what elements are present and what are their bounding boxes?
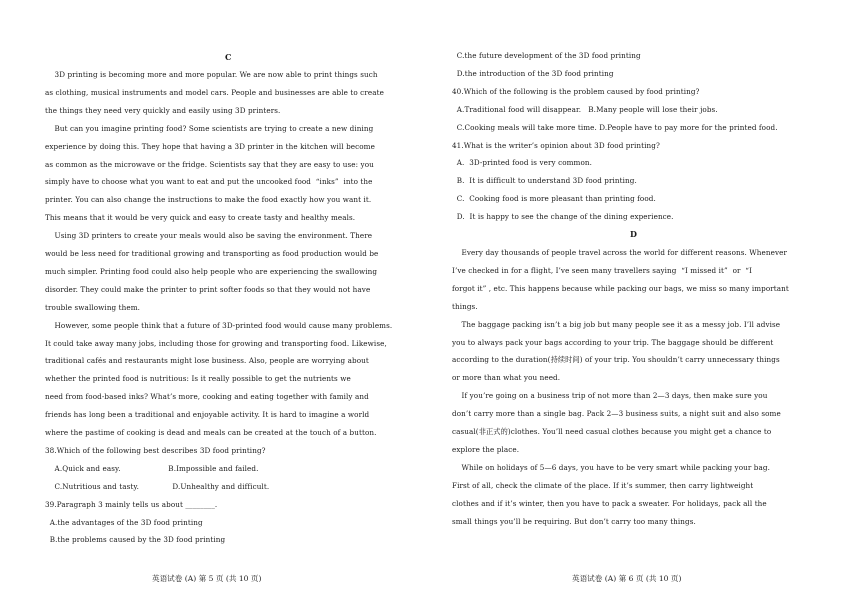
text-line: It could take away many jobs, including those for growing and transporting food. Likewise,: [45, 338, 387, 348]
text-line: C.the future development of the 3D food printing: [452, 51, 641, 60]
left-page-footer: 英语试卷 (A) 第 5 页 (共 10 页): [152, 574, 262, 583]
text-line: according to the duration(持续时间) of your trip. You shouldn’t carry unnecessary things: [452, 355, 780, 365]
text-line: However, some people think that a future of 3D-printed food would cause many problems.: [45, 320, 393, 330]
text-line: as clothing, musical instruments and model cars. People and businesses are able to create: [45, 87, 384, 97]
text-line: simply have to choose what you want to eat and put the uncooked food “inks” into the: [45, 177, 373, 187]
right-page-footer: 英语试卷 (A) 第 6 页 (共 10 页): [572, 574, 682, 583]
text-line: 39.Paragraph 3 mainly tells us about ________.: [45, 499, 218, 509]
text-line: traditional cafés and restaurants might lose business. Also, people are worrying about: [45, 356, 369, 366]
section-heading-d: D: [630, 229, 637, 239]
text-line: whether the printed food is nutritious: Is it really possible to get the nutrients we: [45, 374, 351, 384]
text-line: 41.What is the writer’s opinion about 3D food printing?: [452, 140, 660, 150]
text-line: 40.Which of the following is the problem caused by food printing?: [452, 86, 700, 96]
text-line: as common as the microwave or the fridge. Scientists say that they are easy to use: you: [45, 159, 374, 169]
text-line: would be less need for traditional growing and transporting as food production would be: [45, 249, 379, 258]
text-line: don’t carry more than a single bag. Pack 2—3 business suits, a night suit and also some: [452, 409, 781, 419]
text-line: printer. You can also change the instructions to make the food exactly how you want it.: [45, 195, 372, 205]
text-line: need from food-based inks? What’s more, cooking and eating together with family and: [45, 392, 369, 402]
text-line: you to always pack your bags according to your trip. The baggage should be different: [452, 337, 774, 347]
text-line: A.the advantages of the 3D food printing: [45, 517, 203, 527]
text-line: 38.Which of the following best describes 3D food printing?: [45, 445, 266, 455]
text-line: This means that it would be very quick and easy to create tasty and healthy meals.: [45, 213, 356, 223]
text-line: Every day thousands of people travel across the world for different reasons. Whenever: [452, 248, 788, 257]
text-line: friends has long been a traditional and enjoyable activity. It is hard to imagine a world: [45, 410, 370, 420]
text-line: While on holidays of 5—6 days, you have to be very smart while packing your bag.: [452, 462, 770, 472]
text-line: small things you’ll be requiring. But don’t carry too many things.: [452, 516, 696, 526]
text-line: the things they need very quickly and easily using 3D printers.: [45, 105, 281, 115]
text-line: Using 3D printers to create your meals would also be saving the environment. There: [45, 231, 373, 241]
text-line: forgot it” , etc. This happens because while packing our bags, we miss so many important: [452, 283, 789, 293]
text-line: C.Nutritious and tasty. D.Unhealthy and difficult.: [45, 481, 270, 491]
text-line: trouble swallowing them.: [45, 302, 141, 312]
text-line: First of all, check the climate of the place. If it’s summer, then carry lightweight: [452, 480, 754, 490]
text-line: where the pastime of cooking is dead and meals can be created at the touch of a button.: [45, 428, 377, 437]
text-line: The baggage packing isn’t a big job but many people see it as a messy job. I’ll advise: [452, 319, 781, 329]
text-line: D.the introduction of the 3D food printing: [452, 68, 614, 78]
text-line: A. 3D-printed food is very common.: [452, 158, 592, 168]
text-line: D. It is happy to see the change of the dining experience.: [452, 212, 674, 222]
text-line: casual(非正式的)clothes. You’ll need casual clothes because you might get a chance to: [452, 427, 772, 436]
text-line: clothes and if it’s winter, then you have to pack a sweater. For holidays, pack all the: [452, 498, 767, 508]
text-line: C. Cooking food is more pleasant than printing food.: [452, 194, 656, 204]
text-line: disorder. They could make the printer to print softer foods so that they would not have: [45, 284, 371, 294]
text-line: or more than what you need.: [452, 373, 561, 383]
text-line: A.Quick and easy. B.Impossible and failed.: [45, 463, 259, 473]
text-line: I’ve checked in for a flight, I’ve seen many travellers saying “I missed it” or “I: [452, 265, 753, 275]
text-line: B.the problems caused by the 3D food printing: [45, 535, 226, 545]
text-line: B. It is difficult to understand 3D food printing.: [452, 176, 637, 186]
text-line: C.Cooking meals will take more time. D.People have to pay more for the printed food.: [452, 122, 778, 132]
text-line: things.: [452, 301, 478, 311]
text-line: explore the place.: [452, 444, 520, 454]
section-heading-c: C: [225, 52, 232, 62]
text-line: 3D printing is becoming more and more popular. We are now able to print things such: [45, 70, 378, 79]
text-line: much simpler. Printing food could also help people who are experiencing the swallowing: [45, 266, 378, 276]
text-line: If you’re going on a business trip of not more than 2—3 days, then make sure you: [452, 391, 768, 401]
text-line: But can you imagine printing food? Some scientists are trying to create a new dining: [45, 123, 374, 133]
text-line: A.Traditional food will disappear. B.Many people will lose their jobs.: [452, 104, 718, 114]
text-line: experience by doing this. They hope that having a 3D printer in the kitchen will become: [45, 141, 375, 151]
